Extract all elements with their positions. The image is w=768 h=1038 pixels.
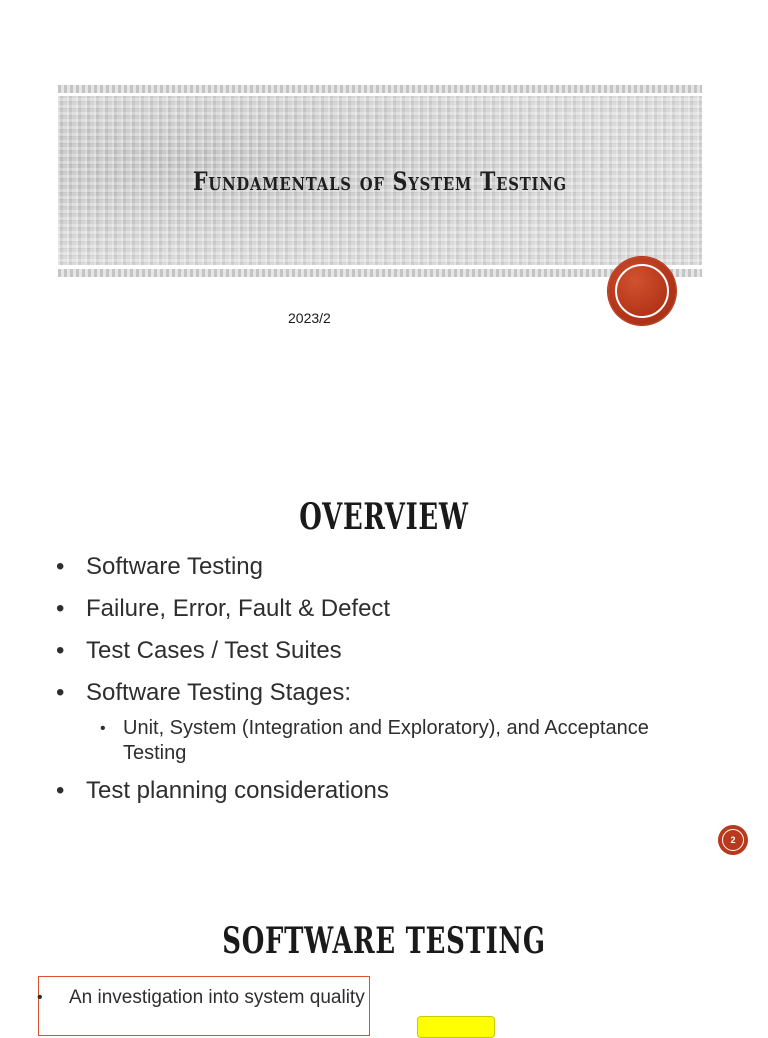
decorative-circle-ring: [615, 264, 669, 318]
title-banner: [58, 85, 702, 277]
list-item: • Software Testing: [56, 552, 716, 582]
overview-bullet-list: [56, 552, 716, 818]
presentation-title: Fundamentals of System Testing: [193, 167, 567, 196]
software-testing-heading: SOFTWARE TESTING: [222, 920, 546, 962]
list-item: • Test Cases / Test Suites: [56, 636, 716, 666]
definition-box: [38, 976, 370, 1036]
list-item: • Failure, Error, Fault & Defect: [56, 594, 716, 624]
page-number: 2: [730, 835, 736, 845]
sub-list-item: • Unit, System (Integration and Exploratory), and Acceptance Testing: [56, 716, 716, 766]
software-testing-slide: [0, 900, 768, 1024]
page-number-badge: [719, 826, 747, 854]
overview-heading: OVERVIEW: [299, 496, 469, 538]
banner-top-gap: [58, 93, 702, 96]
list-item: • Test planning considerations: [56, 776, 716, 806]
banner-bottom-strip: [58, 269, 702, 277]
overview-slide: [0, 470, 768, 870]
banner-top-strip: [58, 85, 702, 93]
title-slide: [0, 0, 768, 440]
decorative-circle-icon: [608, 257, 676, 325]
presentation-date: 2023/2: [288, 310, 331, 326]
list-item: • An investigation into system quality: [39, 986, 389, 1010]
highlight-shape: [417, 1016, 495, 1038]
list-item: • Software Testing Stages:: [56, 678, 716, 708]
